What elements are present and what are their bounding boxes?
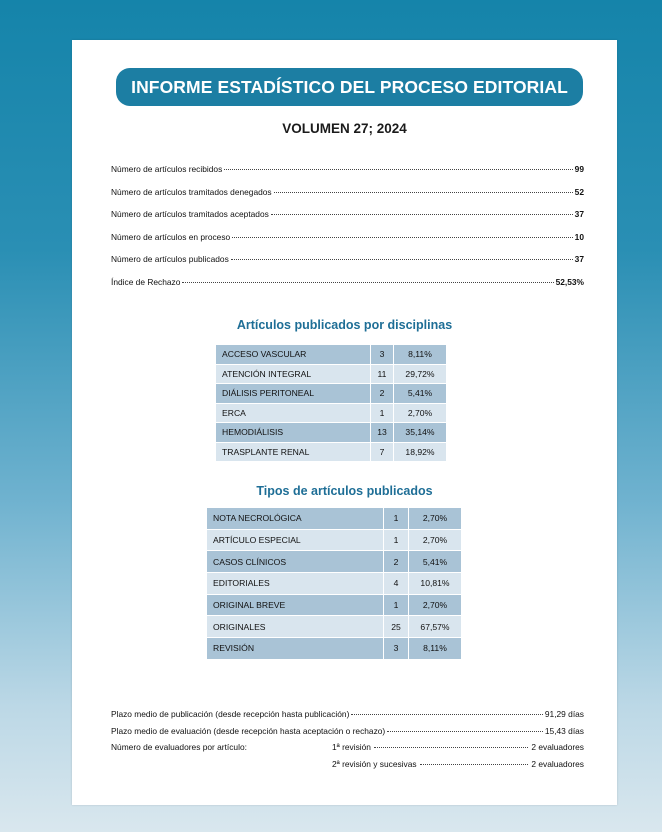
stat-label: Número de artículos tramitados denegados <box>111 186 272 197</box>
type-count: 1 <box>384 508 409 530</box>
table-row <box>207 638 462 660</box>
table-row <box>207 529 462 551</box>
stat-row-denied <box>111 187 584 210</box>
type-count: 1 <box>384 529 409 551</box>
discipline-name: ATENCIÓN INTEGRAL <box>216 364 371 384</box>
discipline-pct: 29,72% <box>394 364 447 384</box>
type-pct: 2,70% <box>409 594 462 616</box>
stat-value: 37 <box>574 254 584 265</box>
stats-list <box>111 164 584 300</box>
stat-value: 37 <box>574 209 584 220</box>
discipline-name: DIÁLISIS PERITONEAL <box>216 384 371 404</box>
type-pct: 2,70% <box>409 529 462 551</box>
publication-time-row <box>111 709 584 726</box>
type-count: 1 <box>384 594 409 616</box>
table-row <box>207 508 462 530</box>
table-row <box>216 403 447 423</box>
table-row <box>216 345 447 365</box>
type-count: 3 <box>384 638 409 660</box>
stat-row-accepted <box>111 209 584 232</box>
discipline-pct: 5,41% <box>394 384 447 404</box>
dot-leader <box>182 282 553 283</box>
stat-row-received <box>111 164 584 187</box>
discipline-pct: 2,70% <box>394 403 447 423</box>
evaluation-time-value: 15,43 días <box>544 725 584 736</box>
types-table <box>206 507 462 660</box>
type-name: REVISIÓN <box>207 638 384 660</box>
report-title: INFORME ESTADÍSTICO DEL PROCESO EDITORIAL <box>116 68 583 106</box>
type-name: CASOS CLÍNICOS <box>207 551 384 573</box>
discipline-count: 7 <box>371 442 394 462</box>
revision-2-value: 2 evaluadores <box>531 758 584 769</box>
disciplines-title: Artículos publicados por disciplinas <box>236 318 453 332</box>
dot-leader <box>271 214 573 215</box>
stat-value: 10 <box>574 231 584 242</box>
table-row <box>207 573 462 595</box>
table-row <box>207 616 462 638</box>
discipline-name: TRASPLANTE RENAL <box>216 442 371 462</box>
publication-time-value: 91,29 días <box>544 709 584 719</box>
timing-footer <box>111 709 584 775</box>
table-row <box>216 384 447 404</box>
revision-1-label: 1ª revisión <box>332 742 371 752</box>
reviewers-row-2 <box>111 759 584 776</box>
dot-leader <box>232 237 572 238</box>
type-name: ARTÍCULO ESPECIAL <box>207 529 384 551</box>
disciplines-table <box>215 344 447 462</box>
table-row <box>207 594 462 616</box>
stat-value: 52,53% <box>555 276 584 287</box>
revision-1-value: 2 evaluadores <box>531 742 584 752</box>
type-count: 2 <box>384 551 409 573</box>
type-name: EDITORIALES <box>207 573 384 595</box>
dot-leader <box>351 714 543 715</box>
discipline-count: 3 <box>371 345 394 365</box>
stat-label: Número de artículos en proceso <box>111 231 231 242</box>
type-pct: 5,41% <box>409 551 462 573</box>
type-name: ORIGINAL BREVE <box>207 594 384 616</box>
stat-value: 99 <box>574 164 584 174</box>
discipline-count: 11 <box>371 364 394 384</box>
evaluation-time-label: Plazo medio de evaluación (desde recepción hasta aceptación o rechazo) <box>111 725 386 736</box>
dot-leader <box>387 731 543 732</box>
evaluation-time-row <box>111 726 584 743</box>
discipline-count: 1 <box>371 403 394 423</box>
revision-2-label: 2ª revisión y sucesivas <box>332 758 417 769</box>
discipline-count: 2 <box>371 384 394 404</box>
discipline-pct: 35,14% <box>394 423 447 443</box>
dot-leader <box>420 764 529 765</box>
reviewers-label: Número de evaluadores por artículo: <box>111 742 247 752</box>
dot-leader <box>231 259 573 260</box>
type-pct: 2,70% <box>409 508 462 530</box>
type-pct: 8,11% <box>409 638 462 660</box>
table-row <box>207 551 462 573</box>
dot-leader <box>274 192 573 193</box>
stat-row-in-process <box>111 232 584 255</box>
types-title: Tipos de artículos publicados <box>256 484 433 498</box>
type-count: 25 <box>384 616 409 638</box>
reviewers-row-1 <box>111 742 584 759</box>
discipline-pct: 18,92% <box>394 442 447 462</box>
dot-leader <box>374 747 528 748</box>
type-name: NOTA NECROLÓGICA <box>207 508 384 530</box>
discipline-pct: 8,11% <box>394 345 447 365</box>
stat-label: Número de artículos tramitados aceptados <box>111 209 269 220</box>
discipline-count: 13 <box>371 423 394 443</box>
stat-label: Índice de Rechazo <box>111 276 181 287</box>
table-row <box>216 442 447 462</box>
type-pct: 67,57% <box>409 616 462 638</box>
dot-leader <box>224 169 572 170</box>
publication-time-label: Plazo medio de publicación (desde recepción hasta publicación) <box>111 709 350 719</box>
stat-value: 52 <box>574 186 584 197</box>
table-row <box>216 364 447 384</box>
discipline-name: HEMODIÁLISIS <box>216 423 371 443</box>
report-page <box>72 40 617 805</box>
type-name: ORIGINALES <box>207 616 384 638</box>
table-row <box>216 423 447 443</box>
type-pct: 10,81% <box>409 573 462 595</box>
stat-label: Número de artículos publicados <box>111 254 229 265</box>
stat-row-rejection-index <box>111 277 584 300</box>
type-count: 4 <box>384 573 409 595</box>
stat-label: Número de artículos recibidos <box>111 164 223 174</box>
stat-row-published <box>111 254 584 277</box>
discipline-name: ACCESO VASCULAR <box>216 345 371 365</box>
volume-label: VOLUMEN 27; 2024 <box>282 121 407 136</box>
discipline-name: ERCA <box>216 403 371 423</box>
